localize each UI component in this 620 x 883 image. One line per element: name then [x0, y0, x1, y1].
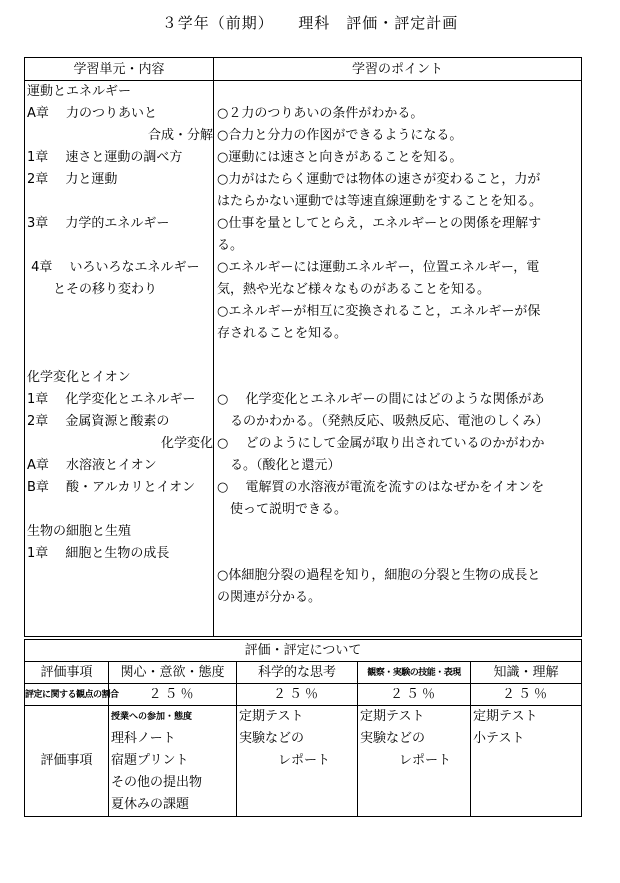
point-line: 使って説明できる。: [217, 502, 348, 517]
unit-line: [25, 499, 213, 521]
row-header: 評価事項: [25, 662, 109, 684]
unit-line: [25, 191, 213, 213]
items-skills: [358, 706, 471, 817]
unit-line: A章 力のつりあいと: [27, 106, 158, 121]
col-knowledge: 知識・理解: [471, 662, 582, 684]
header-unit: 学習単元・内容: [25, 58, 214, 81]
evaluation-item: 理科ノート: [111, 731, 176, 746]
unit-line: [25, 345, 213, 367]
unit-line: 2章 力と運動: [27, 172, 118, 187]
point-line: [214, 367, 581, 389]
point-line: ○ 電解質の水溶液が電流を流すのはなぜかをイオンを: [217, 480, 545, 495]
points-column: [214, 81, 582, 637]
unit-line: 運動とエネルギー: [27, 84, 132, 99]
point-line: [214, 521, 581, 543]
unit-line: [25, 301, 213, 323]
evaluation-item: 定期テスト: [239, 709, 304, 724]
unit-line: とその移り変わり: [27, 282, 158, 297]
unit-line: 3章 力学的エネルギー: [27, 216, 170, 231]
point-line: ○ 化学変化とエネルギーの間にはどのような関係があ: [217, 392, 545, 407]
unit-column: [25, 81, 214, 637]
point-line: [214, 345, 581, 367]
point-line: ○エネルギーには運動エネルギー，位置エネルギー，電: [217, 260, 540, 275]
unit-line: 4章 いろいろなエネルギー: [27, 260, 200, 275]
point-line: ○ どのようにして金属が取り出されているのかがわか: [217, 436, 545, 451]
evaluation-item: 定期テスト: [473, 709, 538, 724]
col-thinking: 科学的な思考: [237, 662, 358, 684]
point-line: ○体細胞分裂の過程を知り，細胞の分裂と生物の成長と: [217, 568, 541, 583]
evaluation-item: レポート: [239, 753, 331, 768]
evaluation-item: 実験などの: [360, 731, 426, 746]
point-line: の関連が分かる。: [217, 590, 322, 605]
header-points: 学習のポイント: [214, 58, 582, 81]
weight-label: 評定に関する観点の割合: [25, 684, 109, 706]
point-line: る。（酸化と還元）: [217, 458, 341, 473]
point-line: [214, 543, 581, 565]
evaluation-item: 小テスト: [473, 731, 525, 746]
unit-line: [25, 323, 213, 345]
unit-line: [25, 235, 213, 257]
items-thinking: [237, 706, 358, 817]
unit-line: 1章 細胞と生物の成長: [27, 546, 170, 561]
unit-line: 生物の細胞と生殖: [27, 524, 132, 539]
evaluation-item: 定期テスト: [360, 709, 425, 724]
point-line: はたらかない運動では等速直線運動をすることを知る。: [217, 194, 543, 209]
col-skills: 観察・実験の技能・表現: [358, 662, 471, 684]
page-title: ３学年（前期） 理科 評価・評定計画: [161, 14, 459, 32]
evaluation-item: 宿題プリント: [111, 753, 189, 768]
point-line: ○力がはたらく運動では物体の速さが変わること，力が: [217, 172, 541, 187]
point-line: [214, 81, 581, 103]
evaluation-table: [24, 639, 582, 817]
point-line: るのかわかる。（発熱反応、吸熱反応、電池のしくみ）: [217, 414, 549, 429]
weight-skills: ２５％: [358, 684, 471, 706]
items-label: 評価事項: [25, 706, 109, 817]
evaluation-item: レポート: [360, 753, 452, 768]
col-interest: 関心・意欲・態度: [109, 662, 237, 684]
unit-line: 1章 速さと運動の調べ方: [27, 150, 183, 165]
weight-knowledge: ２５％: [471, 684, 582, 706]
unit-line: 合成・分解: [147, 128, 213, 143]
point-line: 気，熱や光など様々なものがあることを知る。: [217, 282, 491, 297]
weight-interest: ２５％: [109, 684, 237, 706]
items-interest: [109, 706, 237, 817]
evaluation-item: 実験などの: [239, 731, 305, 746]
unit-line: 1章 化学変化とエネルギー: [27, 392, 196, 407]
weight-thinking: ２５％: [237, 684, 358, 706]
unit-line: 化学変化とイオン: [27, 370, 131, 385]
unit-line: 化学変化: [160, 436, 213, 451]
learning-plan-table: [24, 57, 582, 637]
point-line: 存されることを知る。: [217, 326, 348, 341]
point-line: ○運動には速さと向きがあることを知る。: [217, 150, 463, 165]
point-line: ○２力のつりあいの条件がわかる。: [217, 106, 424, 121]
point-line: る。: [217, 238, 244, 253]
unit-line: B章 酸・アルカリとイオン: [27, 480, 196, 495]
point-line: ○合力と分力の作図ができるようになる。: [217, 128, 463, 143]
unit-line: A章 水溶液とイオン: [27, 458, 157, 473]
point-line: ○仕事を量としてとらえ，エネルギーとの関係を理解す: [217, 216, 542, 231]
unit-line: 2章 金属資源と酸素の: [27, 414, 170, 429]
evaluation-item: 授業への参加・態度: [111, 712, 193, 722]
items-knowledge: [471, 706, 582, 817]
point-line: ○エネルギーが相互に変換されること，エネルギーが保: [217, 304, 541, 319]
evaluation-item: 夏休みの課題: [111, 797, 190, 812]
evaluation-item: その他の提出物: [111, 775, 203, 790]
evaluation-title: 評価・評定について: [25, 640, 582, 662]
